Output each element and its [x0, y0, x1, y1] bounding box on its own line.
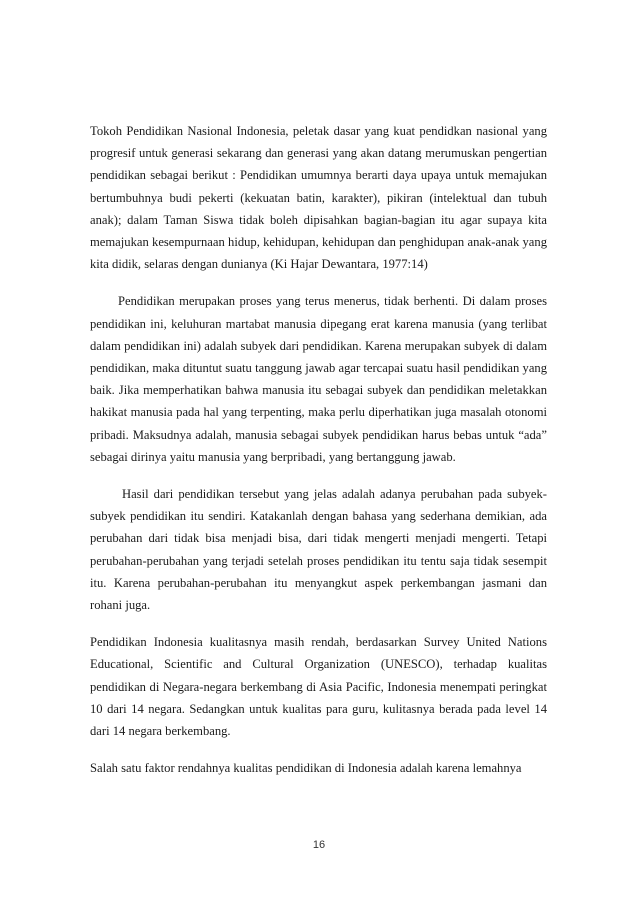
paragraph-spacer — [90, 468, 547, 483]
paragraph-spacer — [90, 742, 547, 757]
page-number: 16 — [312, 839, 326, 851]
paragraph-spacer — [90, 616, 547, 631]
paragraph-continuous-process: Pendidikan merupakan proses yang terus menerus, tidak berhenti. Di dalam proses pendidikan ini, keluhuran martabat manusia dipegang erat karena manusia (yang terlibat dalam pendidikan ini) adalah subyek dari pendidikan. Karena merupakan subyek di dalam pendidikan, maka dituntut suatu tanggung jawab agar tercapai suatu hasil pendidikan yang baik. Jika memperhatikan bahwa manusia itu sebagai subyek dan pendidikan meletakkan hakikat manusia pada hal yang terpenting, maka perlu diperhatikan juga masalah otonomi pribadi. Maksudnya adalah, manusia sebagai subyek pendidikan harus bebas untuk “ada” sebagai dirinya yaitu manusia yang berpribadi, yang bertanggung jawab. — [90, 294, 547, 464]
paragraph-spacer — [90, 275, 547, 290]
document-body — [90, 120, 547, 779]
paragraph-unesco-survey: Pendidikan Indonesia kualitasnya masih rendah, berdasarkan Survey United Nations Educational, Scientific and Cultural Organization (UNESCO), terhadap kualitas pendidikan di Negara-negara berkembang di Asia Pacific, Indonesia menempati peringkat 10 dari 14 negara. Sedangkan untuk kualitas para guru, kulitasnya berada pada level 14 dari 14 negara berkembang. — [90, 635, 547, 739]
paragraph-low-quality-factor: Salah satu faktor rendahnya kualitas pendidikan di Indonesia adalah karena lemahnya — [90, 761, 522, 776]
paragraph-education-results: Hasil dari pendidikan tersebut yang jelas adalah adanya perubahan pada subyek-subyek pendidikan itu sendiri. Katakanlah dengan bahasa yang sederhana demikian, ada perubahan dari tidak bisa menjadi bisa, dari tidak mengerti menjadi mengerti. Tetapi perubahan-perubahan yang terjadi setelah proses pendidikan itu tentu saja tidak sesempit itu. Karena perubahan-perubahan itu menyangkut aspek perkembangan jasmani dan rohani juga. — [90, 487, 547, 613]
paragraph-ki-hajar-dewantara-definition: Tokoh Pendidikan Nasional Indonesia, peletak dasar yang kuat pendidkan nasional yang progresif untuk generasi sekarang dan generasi yang akan datang merumuskan pengertian pendidikan sebagai berikut : Pendidikan umumnya berarti daya upaya untuk memajukan bertumbuhnya budi pekerti (kekuatan batin, karakter), pikiran (intelektual dan tubuh anak); dalam Taman Siswa tidak boleh dipisahkan bagian-bagian itu agar supaya kita memajukan kesempurnaan hidup, kehidupan, kehidupan dan penghidupan anak-anak yang kita didik, selaras dengan dunianya (Ki Hajar Dewantara, 1977:14) — [90, 124, 547, 272]
